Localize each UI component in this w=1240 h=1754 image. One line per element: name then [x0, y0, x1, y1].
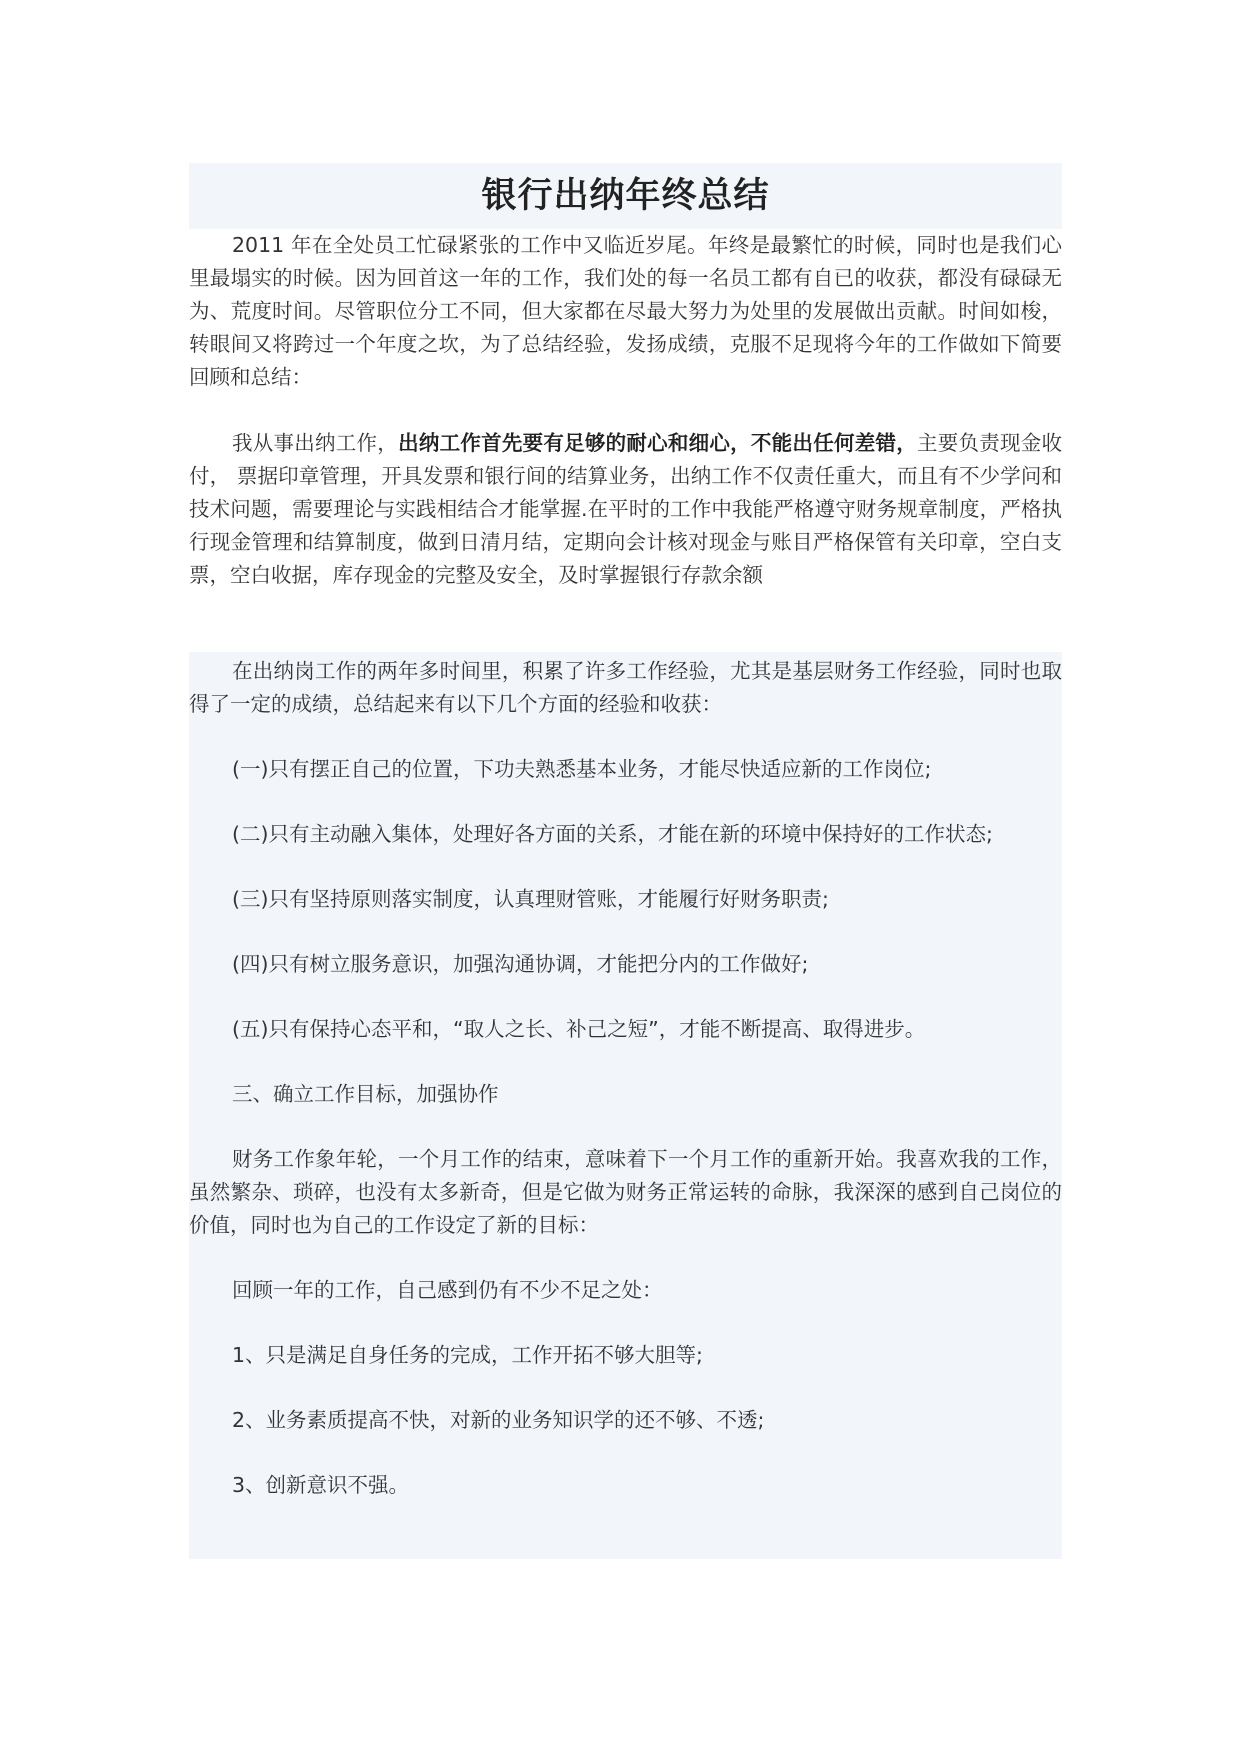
section-heading: 三、确立工作目标，加强协作 [232, 1082, 499, 1106]
goal-paragraph: 财务工作象年轮，一个月工作的结束，意味着下一个月工作的重新开始。我喜欢我的工作，虽然繁杂、琐碎，也没有太多新奇，但是它做为财务正常运转的命脉，我深深的感到自己岗位的价值，同时也为自己的工作设定了新的目标： [189, 1147, 1062, 1237]
point-item: (一)只有摆正自己的位置，下功夫熟悉基本业务，才能尽快适应新的工作岗位; [232, 757, 932, 781]
point-item: (五)只有保持心态平和，“取人之长、补己之短”，才能不断提高、取得进步。 [232, 1017, 926, 1041]
review-paragraph: 回顾一年的工作，自己感到仍有不少不足之处： [232, 1278, 663, 1302]
point-item: (二)只有主动融入集体，处理好各方面的关系，才能在新的环境中保持好的工作状态; [232, 822, 993, 846]
duties-emphasis: 出纳工作首先要有足够的耐心和细心，不能出任何差错， [398, 431, 917, 455]
document-title: 银行出纳年终总结 [481, 176, 770, 216]
shortcoming-item: 1、只是满足自身任务的完成，工作开拓不够大胆等; [232, 1343, 703, 1367]
intro-section [189, 229, 1062, 592]
shortcoming-item: 3、创新意识不强。 [232, 1473, 410, 1497]
point-item: (四)只有树立服务意识，加强沟通协调，才能把分内的工作做好; [232, 952, 809, 976]
shortcoming-item: 2、业务素质提高不快，对新的业务知识学的还不够、不透; [232, 1408, 765, 1432]
summary-section [189, 652, 1062, 1559]
duties-rest: 主要负责现金收付， 票据印章管理，开具发票和银行间的结算业务，出纳工作不仅责任重大，而且有不少学问和技术问题，需要理论与实践相结合才能掌握.在平时的工作中我能严格遵守财务规章制度，严格执行现金管理和结算制度，做到日清月结，定期向会计核对现金与账目严格保管有关印章，空白支票，空白收据，库存现金的完整及安全，及时掌握银行存款余额 [189, 431, 1063, 587]
duties-paragraph [189, 427, 1062, 592]
experience-paragraph: 在出纳岗工作的两年多时间里，积累了许多工作经验，尤其是基层财务工作经验，同时也取得了一定的成绩，总结起来有以下几个方面的经验和收获： [189, 659, 1062, 716]
point-item: (三)只有坚持原则落实制度，认真理财管账，才能履行好财务职责; [232, 887, 829, 911]
intro-paragraph: 2011 年在全处员工忙碌紧张的工作中又临近岁尾。年终是最繁忙的时候，同时也是我们心里最塌实的时候。因为回首这一年的工作，我们处的每一名员工都有自已的收获，都没有碌碌无为、荒度时间。尽管职位分工不同，但大家都在尽最大努力为处里的发展做出贡献。时间如梭，转眼间又将跨过一个年度之坎，为了总结经验，发扬成绩，克服不足现将今年的工作做如下简要回顾和总结： [189, 233, 1062, 389]
duties-lead: 我从事出纳工作， [232, 431, 399, 455]
